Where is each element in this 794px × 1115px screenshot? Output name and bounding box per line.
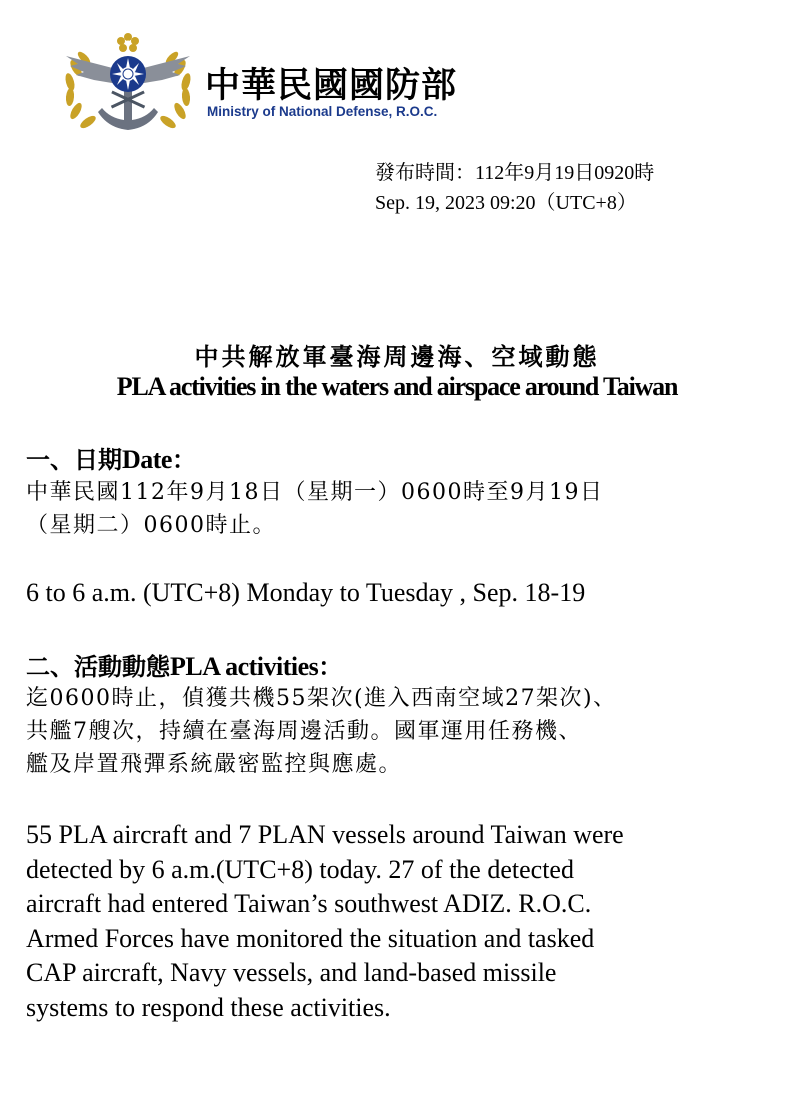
section-activities-zh-line: 共艦7艘次，持續在臺海周邊活動。國軍運用任務機、 — [26, 719, 582, 744]
section-date-zh — [26, 476, 603, 542]
organization-name-zh: 中華民國國防部 — [205, 66, 458, 106]
section-date-en: 6 to 6 a.m. (UTC+8) Monday to Tuesday , Sep. 18-19 — [26, 578, 586, 607]
section-date-zh-line: 中華民國112年9月18日（星期一）0600時至9月19日 — [26, 480, 604, 505]
section-activities-en-line: aircraft had entered Taiwan’s southwest ADIZ. R.O.C. — [26, 889, 592, 918]
release-time — [375, 158, 654, 218]
ministry-emblem-icon — [58, 28, 198, 138]
section-activities-zh-line: 艦及岸置飛彈系統嚴密監控與應處。 — [26, 752, 403, 777]
section-date-heading-en: Date — [122, 445, 172, 474]
section-date-zh-line: （星期二）0600時止。 — [26, 513, 276, 538]
document-title-en: PLA activities in the waters and airspace around Taiwan — [116, 372, 678, 401]
section-activities-zh-line: 迄0600時止，偵獲共機55架次(進入西南空域27架次)、 — [26, 686, 617, 711]
section-date-heading-zh: 一、日期 — [26, 445, 122, 474]
section-activities-heading-en: PLA activities — [170, 652, 319, 681]
section-activities-heading-zh: 二、活動動態 — [26, 652, 170, 681]
section-activities-en-line: 55 PLA aircraft and 7 PLAN vessels around Taiwan were — [26, 820, 624, 849]
section-activities-en-line: systems to respond these activities. — [26, 992, 391, 1022]
section-activities-en — [26, 818, 624, 1025]
document-title-zh: 中共解放軍臺海周邊海、空域動態 — [194, 342, 600, 371]
section-activities-heading-colon: ： — [318, 652, 343, 681]
section-activities-heading — [26, 647, 342, 682]
section-date-heading-colon: ： — [171, 445, 196, 474]
section-activities-zh — [26, 682, 617, 781]
section-activities-en-line: CAP aircraft, Navy vessels, and land-based missile — [26, 958, 557, 987]
section-date-heading — [26, 440, 196, 475]
section-activities-en-line: Armed Forces have monitored the situation and tasked — [26, 923, 595, 953]
release-time-en: Sep. 19, 2023 09:20（UTC+8） — [375, 192, 637, 214]
organization-name-en: Ministry of National Defense, R.O.C. — [207, 104, 438, 119]
section-activities-en-line: detected by 6 a.m.(UTC+8) today. 27 of the detected — [26, 854, 574, 884]
release-time-zh: 發布時間：112年9月19日0920時 — [375, 162, 655, 184]
